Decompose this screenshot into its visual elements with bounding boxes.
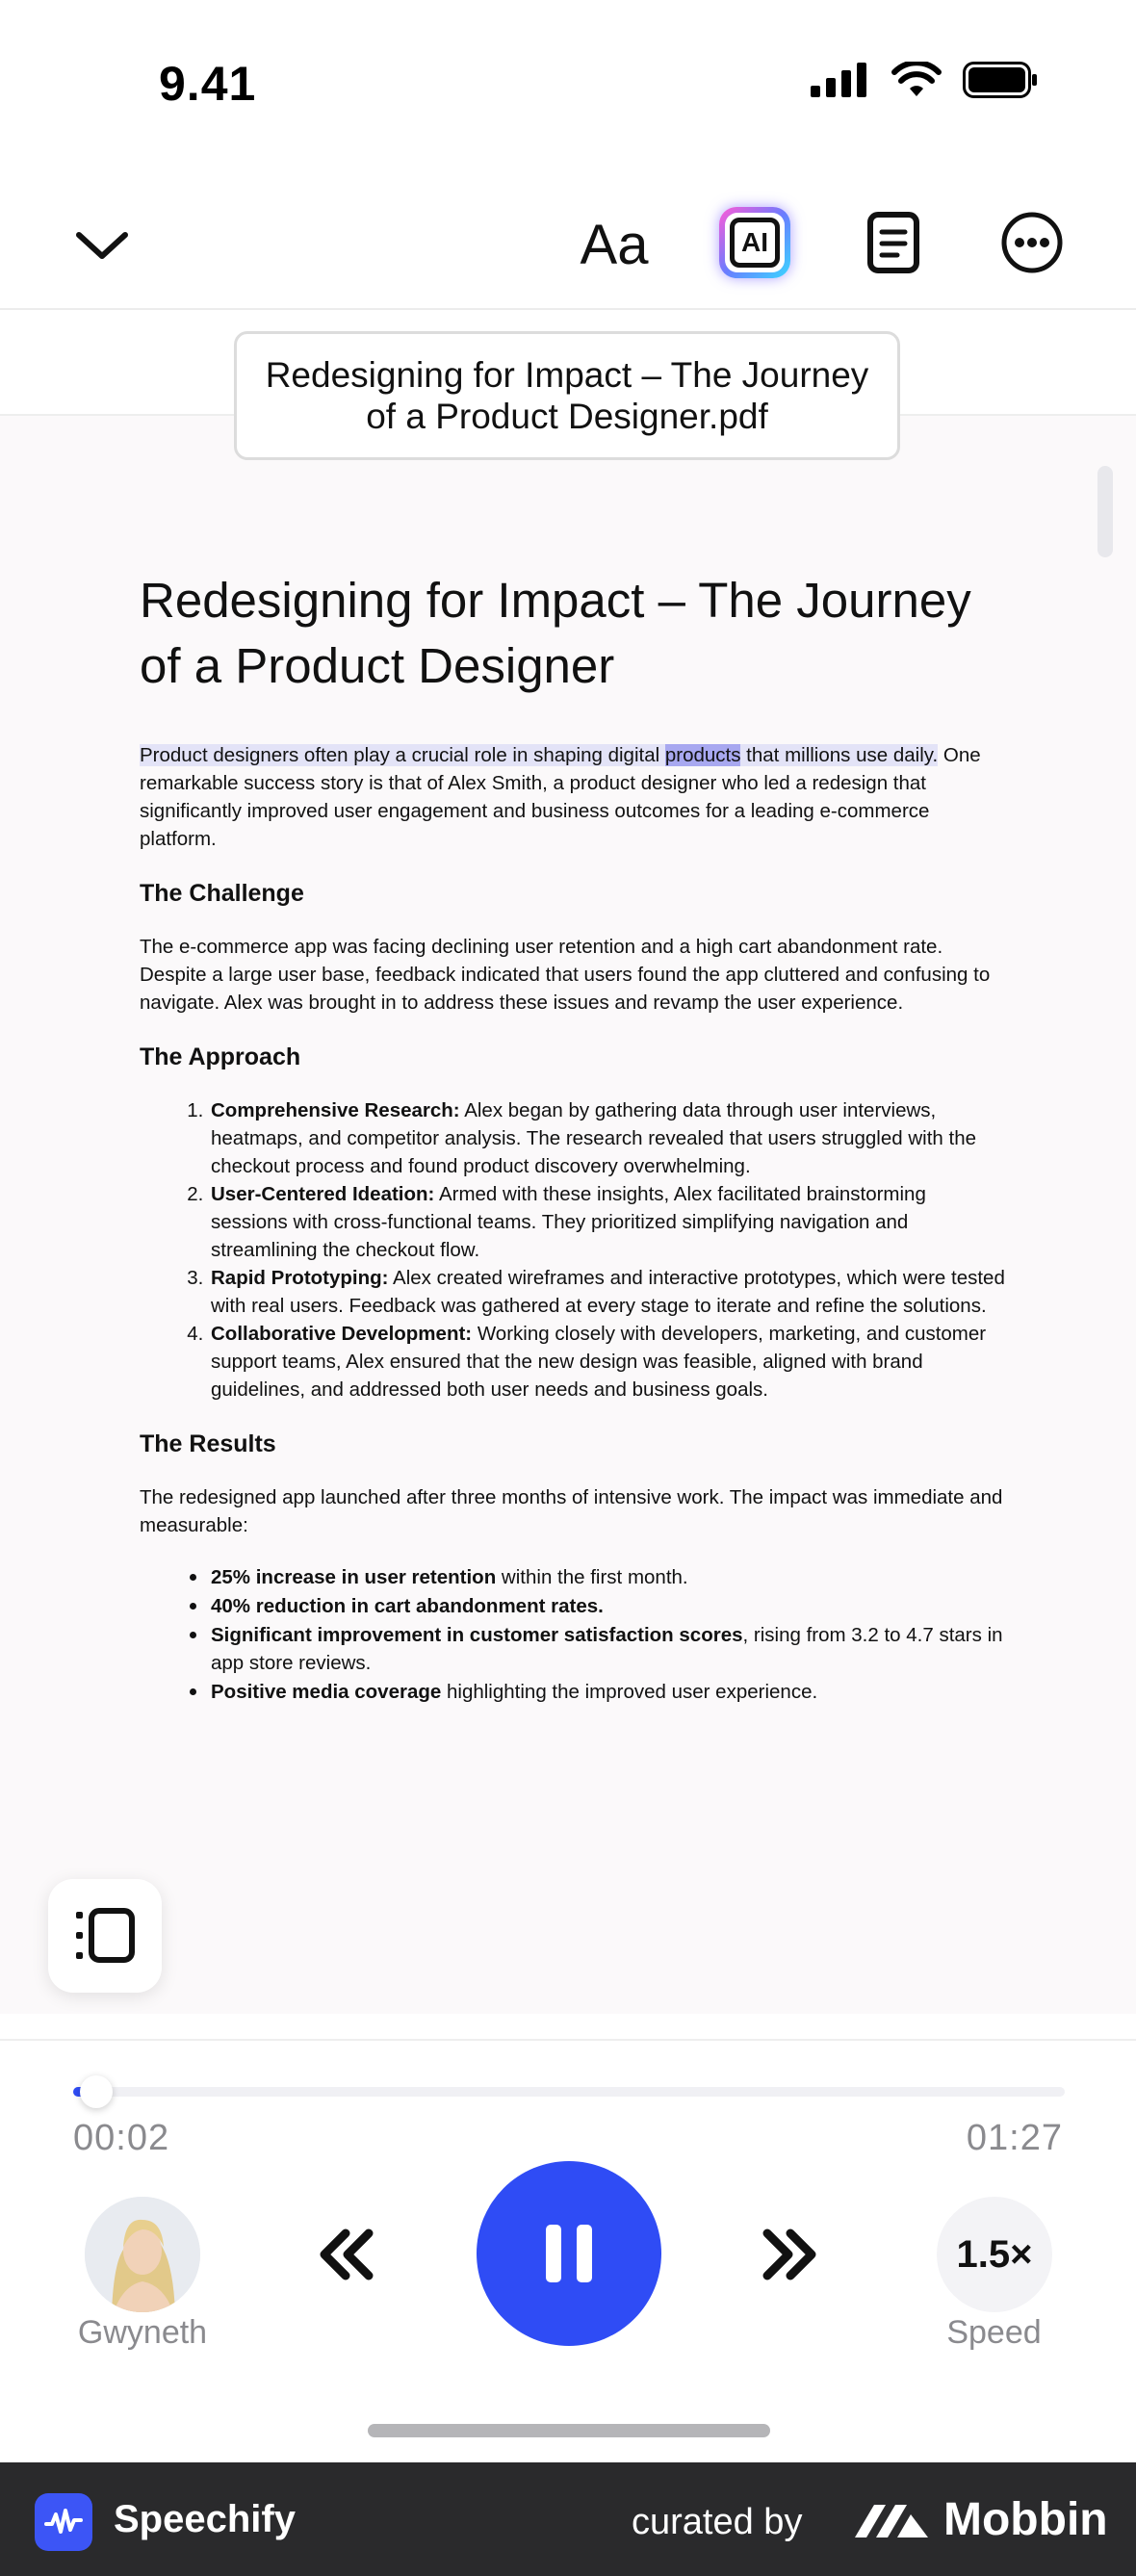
skip-back-button[interactable] (306, 2214, 387, 2295)
scrollbar-thumb[interactable] (1097, 466, 1113, 557)
signal-icon (811, 63, 870, 97)
challenge-heading: The Challenge (140, 880, 304, 907)
skip-forward-button[interactable] (749, 2214, 830, 2295)
approach-item-text: Alex began by gathering data through user interviews, heatmaps, and competitor analysis. The research revealed that users struggled with the checkout process and found product discovery overwhelming. (211, 1099, 976, 1177)
results-item-title: Positive media coverage (211, 1681, 442, 1703)
more-icon (1000, 211, 1064, 274)
results-item-title: Significant improvement in customer satisfaction scores (211, 1624, 743, 1646)
ai-label: AI (730, 218, 780, 268)
home-indicator[interactable] (368, 2424, 770, 2437)
results-list (140, 1562, 1006, 1706)
file-name-label: Redesigning for Impact – The Journey of a Product Designer.pdf (234, 331, 900, 460)
document-icon (866, 211, 920, 274)
speed-label: Speed (946, 2314, 1042, 2351)
approach-item (209, 1264, 1006, 1320)
app-name: Speechify (114, 2498, 296, 2540)
reading-highlight (140, 744, 938, 766)
approach-item-text: Alex created wireframes and interactive prototypes, which were tested with real users. Feedback was gathered at every stage to iterate and refine the solutions. (211, 1267, 1005, 1317)
mobbin-logo (853, 2493, 1108, 2546)
progress-track[interactable] (73, 2087, 1065, 2097)
speed-button[interactable]: 1.5× (937, 2197, 1052, 2312)
approach-item (209, 1096, 1006, 1180)
results-paragraph: The redesigned app launched after three months of intensive work. The impact was immediate and measurable: (140, 1486, 1003, 1536)
outline-button[interactable] (48, 1879, 162, 1993)
approach-item-title: Comprehensive Research: (211, 1099, 460, 1121)
approach-item-text: Armed with these insights, Alex facilitated brainstorming sessions with cross-functional teams. They prioritized simplifying navigation and streamlining the checkout flow. (211, 1183, 926, 1261)
total-time: 01:27 (966, 2118, 1063, 2158)
intro-rest: One remarkable success story is that of Alex Smith, a product designer who led a redesign that significantly improved user engagement and business outcomes for a leading e-commerce platform. (140, 744, 981, 850)
voice-avatar[interactable] (85, 2197, 200, 2312)
results-item-title: 40% reduction in cart abandonment rates. (211, 1595, 604, 1617)
results-item (209, 1620, 1006, 1677)
pause-icon (544, 2223, 594, 2284)
font-settings-button[interactable]: Aa (580, 213, 649, 276)
approach-item (209, 1320, 1006, 1404)
ai-icon (719, 207, 790, 278)
approach-item-title: User-Centered Ideation: (211, 1183, 435, 1205)
approach-heading: The Approach (140, 1043, 301, 1070)
fast-forward-icon (758, 2226, 821, 2283)
pause-button[interactable] (477, 2161, 661, 2346)
results-item-text: highlighting the improved user experience. (441, 1681, 818, 1703)
chevron-down-icon (73, 225, 131, 264)
curated-by-label: curated by (632, 2502, 803, 2542)
intro-paragraph (140, 741, 1006, 853)
document-button[interactable] (851, 200, 936, 285)
mobbin-wordmark: Mobbin (943, 2494, 1108, 2545)
results-item (209, 1591, 1006, 1620)
wifi-icon (891, 62, 942, 98)
pdf-page (140, 568, 1006, 1706)
elapsed-time: 00:02 (73, 2118, 170, 2158)
battery-icon (963, 62, 1040, 98)
approach-item (209, 1180, 1006, 1264)
results-item (209, 1562, 1006, 1591)
intro-before: Product designers often play a crucial role in shaping digital (140, 744, 665, 766)
collapse-button[interactable] (60, 202, 144, 287)
status-icons (811, 62, 1040, 98)
pdf-title: Redesigning for Impact – The Journey of a Product Designer (140, 573, 971, 693)
results-item-text: within the first month. (496, 1566, 688, 1588)
approach-item-text: Working closely with developers, marketing, and customer support teams, Alex ensured that the new design was feasible, aligned with brand guidelines, and addressed both user needs and business goals. (211, 1323, 987, 1401)
approach-item-title: Collaborative Development: (211, 1323, 473, 1345)
approach-item-title: Rapid Prototyping: (211, 1267, 389, 1289)
rewind-icon (315, 2226, 378, 2283)
mobbin-mark-icon (853, 2501, 930, 2539)
approach-list (140, 1096, 1006, 1404)
status-time: 9.41 (159, 57, 257, 111)
results-heading: The Results (140, 1430, 276, 1457)
speechify-logo-icon (35, 2493, 92, 2551)
outline-list-icon (74, 1908, 136, 1964)
intro-after: that millions use daily. (740, 744, 939, 766)
current-word-highlight: products (664, 744, 741, 766)
results-item (209, 1677, 1006, 1706)
challenge-paragraph: The e-commerce app was facing declining user retention and a high cart abandonment rate. Despite a large user base, feedback indicated that users found the app cluttered and confusing to navigate. Alex was brought in to address these issues and revamp the user experience. (140, 936, 991, 1014)
results-item-title: 25% increase in user retention (211, 1566, 497, 1588)
ai-button[interactable] (710, 198, 799, 287)
voice-avatar-image (85, 2197, 200, 2312)
voice-name: Gwyneth (77, 2314, 208, 2351)
progress-knob[interactable] (80, 2075, 113, 2108)
more-options-button[interactable] (990, 200, 1074, 285)
top-toolbar (0, 183, 1136, 310)
results-item-text: , rising from 3.2 to 4.7 stars in app store reviews. (211, 1624, 1003, 1674)
